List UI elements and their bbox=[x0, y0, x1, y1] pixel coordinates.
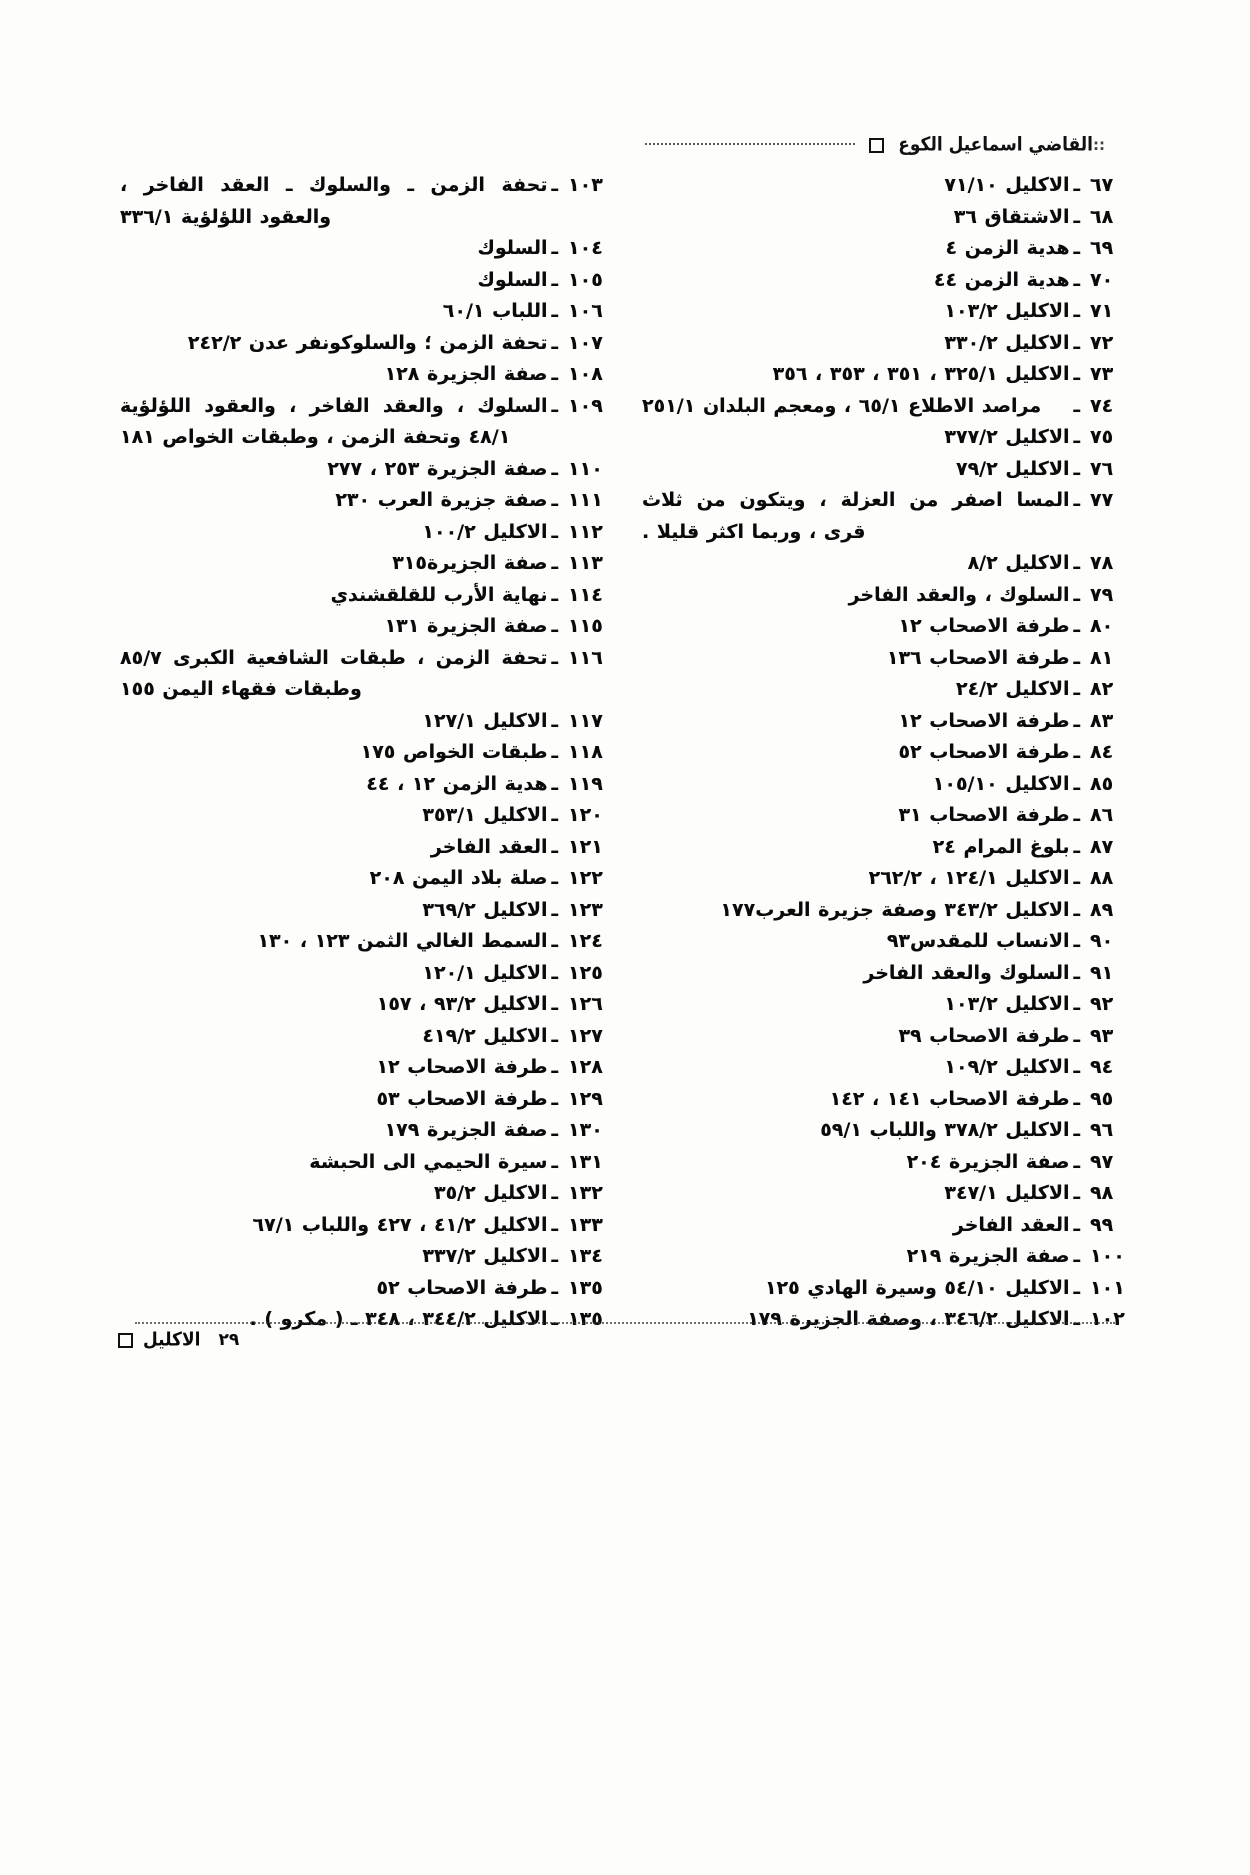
index-entry bbox=[642, 1273, 1130, 1305]
entry-number: ٨٩ bbox=[1090, 898, 1114, 921]
entry-number: ٧٩ bbox=[1090, 583, 1114, 606]
entry-dash: ـ bbox=[1073, 268, 1080, 291]
entry-dash: ـ bbox=[551, 331, 558, 354]
entry-dash: ـ bbox=[1073, 552, 1080, 574]
entry-number: ١٠٦ bbox=[568, 300, 603, 322]
entry-number: ١٢٢ bbox=[568, 867, 603, 889]
entry-dash: ـ bbox=[551, 394, 558, 417]
entry-dash: ـ bbox=[1073, 1056, 1080, 1078]
entry-reference-text: مراصد الاطلاع ٦٥/١ ، ومعجم البلدان ٢٥١/١ bbox=[642, 394, 1042, 417]
entry-number: ١٢٩ bbox=[568, 1087, 603, 1110]
index-entry bbox=[120, 1084, 608, 1116]
entry-dash: ـ bbox=[1073, 835, 1080, 858]
entry-reference-text: السلوك والعقد الفاخر bbox=[863, 961, 1070, 984]
entry-number: ١٠٥ bbox=[568, 268, 603, 291]
entry-dash: ـ bbox=[551, 1150, 558, 1173]
index-entry bbox=[642, 926, 1130, 958]
entry-number: ٧١ bbox=[1090, 300, 1114, 322]
entry-number: ٩١ bbox=[1090, 961, 1114, 984]
running-header bbox=[0, 128, 1250, 162]
page-number: ٢٩ bbox=[218, 1330, 240, 1350]
index-entry bbox=[642, 674, 1130, 706]
entry-number: ١٢٥ bbox=[568, 961, 603, 984]
entry-reference-text: الاكليل ٤١/٢ ، ٤٢٧ واللباب ٦٧/١ bbox=[252, 1213, 548, 1236]
entry-dash: ـ bbox=[551, 930, 558, 952]
index-entry bbox=[642, 800, 1130, 832]
index-entry bbox=[120, 1241, 608, 1273]
entry-number: ١١٧ bbox=[568, 709, 603, 732]
entry-reference-text: الاكليل ٣٥٣/١ bbox=[422, 804, 548, 826]
entry-number: ١٣٤ bbox=[568, 1245, 603, 1267]
entry-reference-text: طرفة الاصحاب ٥٣ bbox=[376, 1087, 548, 1110]
index-entry bbox=[120, 769, 608, 801]
index-entry bbox=[120, 706, 608, 738]
index-entry bbox=[120, 1021, 608, 1053]
entry-dash: ـ bbox=[1073, 741, 1080, 763]
entry-number: ١٢٨ bbox=[568, 1056, 603, 1078]
entry-dash: ـ bbox=[1073, 1150, 1080, 1173]
index-entry bbox=[642, 706, 1130, 738]
index-entry bbox=[120, 548, 608, 580]
entry-number: ٨٤ bbox=[1090, 741, 1114, 763]
square-bullet-icon bbox=[869, 138, 884, 153]
entry-number: ٨٥ bbox=[1090, 772, 1114, 795]
entry-dash: ـ bbox=[551, 268, 558, 291]
entry-number: ١١٦ bbox=[568, 646, 603, 669]
entry-reference-text: طرفة الاصحاب ١٣٦ bbox=[886, 646, 1070, 669]
entry-dash: ـ bbox=[1073, 205, 1080, 228]
entry-reference-text: صفة الجزيرة ٢٥٣ ، ٢٧٧ bbox=[327, 457, 548, 480]
entry-reference-text: صفة الجزيرة ٢٠٤ bbox=[906, 1150, 1070, 1173]
entry-reference-text: تحفة الزمن ـ والسلوك ـ العقد الفاخر ، والعقود اللؤلؤية ٣٣٦/١ bbox=[120, 174, 548, 228]
entry-reference-text: السمط الغالي الثمن ١٢٣ ، ١٣٠ bbox=[257, 930, 548, 952]
entry-number: ٧٥ bbox=[1090, 426, 1114, 448]
square-bullet-icon bbox=[118, 1333, 133, 1348]
index-entry bbox=[642, 737, 1130, 769]
entry-number: ٩٠ bbox=[1090, 930, 1114, 952]
index-entry bbox=[120, 737, 608, 769]
index-entry bbox=[120, 454, 608, 486]
entry-number: ٨٠ bbox=[1090, 615, 1114, 637]
entry-dash: ـ bbox=[1073, 426, 1080, 448]
index-entry bbox=[120, 832, 608, 864]
entry-reference-text: طرفة الاصحاب ٣٩ bbox=[898, 1024, 1070, 1047]
entry-number: ٩٥ bbox=[1090, 1087, 1114, 1110]
index-entry bbox=[642, 895, 1130, 927]
entry-number: ١٣٣ bbox=[568, 1213, 603, 1236]
header-dotted-rule bbox=[645, 142, 855, 145]
entry-reference-text: الاكليل ١٠٠/٢ bbox=[422, 520, 548, 543]
entry-dash: ـ bbox=[551, 520, 558, 543]
index-entry bbox=[642, 233, 1130, 265]
entry-reference-text: الاكليل ٣٤٣/٢ وصفة جزيرة العرب١٧٧ bbox=[720, 898, 1070, 921]
entry-number: ١٠٧ bbox=[568, 331, 603, 354]
entry-number: ٧٨ bbox=[1090, 552, 1114, 574]
entry-dash: ـ bbox=[1073, 1119, 1080, 1141]
entry-dash: ـ bbox=[1073, 646, 1080, 669]
entry-reference-text: صلة بلاد اليمن ٢٠٨ bbox=[369, 867, 548, 889]
entry-dash: ـ bbox=[551, 237, 558, 259]
entry-reference-text: الاكليل ٣٤٤/٢ ، ٣٤٨ ـ ( مكرو ) . bbox=[249, 1308, 548, 1330]
entry-reference-text: السلوك bbox=[477, 268, 548, 291]
index-entry bbox=[642, 1210, 1130, 1242]
index-entry bbox=[642, 170, 1130, 202]
entry-number: ١١٩ bbox=[568, 772, 603, 795]
entry-reference-text: الاكليل ١٢٧/١ bbox=[422, 709, 548, 732]
footer bbox=[118, 1330, 239, 1350]
entry-number: ١١٨ bbox=[568, 741, 603, 763]
entry-number: ١١٢ bbox=[568, 520, 603, 543]
left-column bbox=[120, 170, 608, 1455]
entry-dash: ـ bbox=[551, 174, 558, 196]
index-entry bbox=[642, 202, 1130, 234]
header-author-name: القاضي اسماعيل الكوع bbox=[898, 133, 1093, 157]
entry-dash: ـ bbox=[551, 646, 558, 669]
index-entry bbox=[642, 611, 1130, 643]
index-entry bbox=[120, 958, 608, 990]
entry-dash: ـ bbox=[551, 489, 558, 511]
index-entry bbox=[120, 643, 608, 706]
entry-reference-text: هدية الزمن ٤٤ bbox=[933, 268, 1070, 291]
entry-dash: ـ bbox=[1073, 867, 1080, 889]
entry-reference-text: الاكليل ١٠٥/١٠ bbox=[932, 772, 1070, 795]
index-entry bbox=[120, 328, 608, 360]
index-entry bbox=[642, 1115, 1130, 1147]
entry-reference-text: الاكليل ٣٤٧/١ bbox=[944, 1182, 1070, 1204]
entry-dash: ـ bbox=[551, 804, 558, 826]
entry-reference-text: صفة جزيرة العرب ٢٣٠ bbox=[335, 489, 548, 511]
entry-number: ١٠١ bbox=[1090, 1276, 1125, 1299]
index-entry bbox=[120, 485, 608, 517]
index-entry bbox=[642, 1178, 1130, 1210]
entry-number: ١٣٢ bbox=[568, 1182, 603, 1204]
index-entry bbox=[642, 359, 1130, 391]
entry-dash: ـ bbox=[1073, 300, 1080, 322]
entry-dash: ـ bbox=[1073, 804, 1080, 826]
index-entry bbox=[642, 863, 1130, 895]
entry-number: ٨١ bbox=[1090, 646, 1114, 669]
entry-reference-text: العقد الفاخر bbox=[430, 835, 548, 858]
entry-reference-text: نهاية الأرب للقلقشندي bbox=[330, 583, 548, 606]
index-entry bbox=[120, 265, 608, 297]
entry-number: ١١٣ bbox=[568, 552, 603, 574]
entry-number: ٨٢ bbox=[1090, 678, 1114, 700]
entry-dash: ـ bbox=[551, 1056, 558, 1078]
entry-number: ٩٦ bbox=[1090, 1119, 1114, 1141]
index-entry bbox=[120, 895, 608, 927]
entry-number: ١٣٥ bbox=[568, 1308, 603, 1330]
entry-reference-text: الاشتقاق ٣٦ bbox=[953, 205, 1070, 228]
entry-number: ١١٠ bbox=[568, 457, 603, 480]
index-entry bbox=[120, 863, 608, 895]
entry-number: ١٢٤ bbox=[568, 930, 603, 952]
entry-reference-text: الاكليل ٣٧٨/٢ واللباب ٥٩/١ bbox=[820, 1119, 1070, 1141]
entry-dash: ـ bbox=[1073, 709, 1080, 732]
entry-number: ١٣٥ bbox=[568, 1276, 603, 1299]
entry-number: ١٣١ bbox=[568, 1150, 603, 1173]
entry-dash: ـ bbox=[551, 867, 558, 889]
entry-reference-text: الاكليل ٣٤٦/٢ ، وصفة الجزيرة ١٧٩ bbox=[747, 1308, 1070, 1330]
entry-dash: ـ bbox=[1073, 174, 1080, 196]
entry-number: ١٢٧ bbox=[568, 1024, 603, 1047]
entry-reference-text: طرفة الاصحاب ١٢ bbox=[376, 1056, 548, 1078]
entry-reference-text: اللباب ٦٠/١ bbox=[442, 300, 548, 322]
entry-dash: ـ bbox=[551, 835, 558, 858]
index-entry bbox=[120, 1178, 608, 1210]
index-entry bbox=[120, 1147, 608, 1179]
entry-number: ٩٨ bbox=[1090, 1182, 1114, 1204]
index-entry bbox=[120, 517, 608, 549]
entry-dash: ـ bbox=[1073, 237, 1080, 259]
entry-reference-text: الاكليل ٢٤/٢ bbox=[955, 678, 1070, 700]
entry-dash: ـ bbox=[551, 741, 558, 763]
entry-reference-text: السلوك ، والعقد الفاخر bbox=[848, 583, 1070, 606]
header-trailing-mark: :: bbox=[1093, 136, 1105, 154]
entry-reference-text: الاكليل ٤١٩/٢ bbox=[422, 1024, 548, 1047]
entry-dash: ـ bbox=[551, 1182, 558, 1204]
entry-reference-text: تحفة الزمن ؛ والسلوكونفر عدن ٢٤٢/٢ bbox=[187, 331, 548, 354]
entry-reference-text: الاكليل ٧٩/٢ bbox=[955, 457, 1070, 480]
entry-reference-text: سيرة الحيمي الى الحبشة bbox=[309, 1150, 548, 1173]
entry-number: ٩٣ bbox=[1090, 1024, 1114, 1047]
entry-number: ٦٧ bbox=[1090, 174, 1114, 196]
index-entry bbox=[642, 328, 1130, 360]
index-entry bbox=[642, 958, 1130, 990]
entry-dash: ـ bbox=[1073, 961, 1080, 984]
entry-number: ١١١ bbox=[568, 489, 603, 511]
footer-book-title: الاكليل bbox=[143, 1329, 201, 1351]
entry-reference-text: صفة الجزيرة ١٢٨ bbox=[384, 363, 548, 385]
entry-number: ٨٨ bbox=[1090, 867, 1114, 889]
entry-reference-text: هدية الزمن ٤ bbox=[945, 237, 1070, 259]
index-entry bbox=[120, 926, 608, 958]
entry-dash: ـ bbox=[1073, 394, 1080, 417]
entry-dash: ـ bbox=[551, 300, 558, 322]
entry-number: ١٠٨ bbox=[568, 363, 603, 385]
index-entry bbox=[120, 170, 608, 233]
entry-reference-text: الاكليل ٥٤/١٠ وسيرة الهادي ١٢٥ bbox=[764, 1276, 1070, 1299]
entry-reference-text: الاكليل ١٢٤/١ ، ٢٦٢/٢ bbox=[868, 867, 1070, 889]
entry-number: ١٠٣ bbox=[568, 174, 603, 196]
entry-reference-text: المسا اصفر من العزلة ، ويتكون من ثلاث قرى ، وربما اكثر قليلا . bbox=[642, 489, 1070, 543]
entry-dash: ـ bbox=[551, 583, 558, 606]
entry-reference-text: الاكليل ٣٥/٢ bbox=[433, 1182, 548, 1204]
entry-number: ٦٨ bbox=[1090, 205, 1114, 228]
entry-reference-text: بلوغ المرام ٢٤ bbox=[932, 835, 1070, 858]
entry-dash: ـ bbox=[1073, 457, 1080, 480]
entry-dash: ـ bbox=[551, 1119, 558, 1141]
entry-reference-text: الاكليل ٩٣/٢ ، ١٥٧ bbox=[376, 993, 548, 1015]
entry-dash: ـ bbox=[551, 1276, 558, 1299]
entry-reference-text: صفة الجزيرة٣١٥ bbox=[392, 552, 548, 574]
index-entry bbox=[642, 296, 1130, 328]
entry-reference-text: طرفة الاصحاب ٣١ bbox=[898, 804, 1070, 826]
entry-reference-text: طرفة الاصحاب ٥٢ bbox=[376, 1276, 548, 1299]
index-entry bbox=[642, 1052, 1130, 1084]
entry-number: ٨٧ bbox=[1090, 835, 1114, 858]
right-column bbox=[642, 170, 1130, 1455]
entry-number: ٨٦ bbox=[1090, 804, 1114, 826]
entry-number: ١٢١ bbox=[568, 835, 603, 858]
entry-reference-text: الاكليل ١٠٣/٢ bbox=[944, 993, 1070, 1015]
index-entry bbox=[642, 989, 1130, 1021]
entry-reference-text: طرفة الاصحاب ١٤١ ، ١٤٢ bbox=[829, 1087, 1070, 1110]
entry-number: ٧٣ bbox=[1090, 363, 1114, 385]
entry-dash: ـ bbox=[551, 552, 558, 574]
entry-reference-text: الانساب للمقدس٩٣ bbox=[886, 930, 1070, 952]
entry-number: ٦٩ bbox=[1090, 237, 1114, 259]
entry-dash: ـ bbox=[1073, 1276, 1080, 1299]
entry-number: ١٢٦ bbox=[568, 993, 603, 1015]
index-entry bbox=[120, 233, 608, 265]
entry-number: ٩٤ bbox=[1090, 1056, 1114, 1078]
entry-dash: ـ bbox=[551, 961, 558, 984]
entry-dash: ـ bbox=[1073, 1024, 1080, 1047]
index-entry bbox=[120, 580, 608, 612]
entry-reference-text: طرفة الاصحاب ١٢ bbox=[898, 709, 1070, 732]
index-entry bbox=[642, 548, 1130, 580]
entry-number: ٩٧ bbox=[1090, 1150, 1114, 1173]
index-entry bbox=[642, 643, 1130, 675]
entry-dash: ـ bbox=[1073, 583, 1080, 606]
entry-number: ٨٣ bbox=[1090, 709, 1114, 732]
entry-reference-text: طرفة الاصحاب ٥٢ bbox=[898, 741, 1070, 763]
index-entry bbox=[642, 769, 1130, 801]
entry-reference-text: تحفة الزمن ، طبقات الشافعية الكبرى ٨٥/٧ وطبقات فقهاء اليمن ١٥٥ bbox=[120, 646, 548, 700]
entry-reference-text: الاكليل ٣٢٥/١ ، ٣٥١ ، ٣٥٣ ، ٣٥٦ bbox=[772, 363, 1070, 385]
index-entry bbox=[120, 800, 608, 832]
entry-number: ١١٤ bbox=[568, 583, 603, 606]
index-entry bbox=[642, 265, 1130, 297]
index-columns bbox=[120, 170, 1130, 1455]
entry-dash: ـ bbox=[551, 898, 558, 921]
entry-dash: ـ bbox=[551, 709, 558, 732]
index-entry bbox=[120, 1273, 608, 1305]
entry-dash: ـ bbox=[1073, 678, 1080, 700]
entry-dash: ـ bbox=[1073, 1213, 1080, 1236]
entry-dash: ـ bbox=[551, 1087, 558, 1110]
entry-reference-text: الاكليل ١٠٣/٢ bbox=[944, 300, 1070, 322]
entry-number: ٩٩ bbox=[1090, 1213, 1114, 1236]
entry-dash: ـ bbox=[1073, 1087, 1080, 1110]
index-entry bbox=[642, 391, 1130, 423]
entry-dash: ـ bbox=[1073, 772, 1080, 795]
entry-number: ١١٥ bbox=[568, 615, 603, 637]
index-entry bbox=[120, 1210, 608, 1242]
index-entry bbox=[642, 1021, 1130, 1053]
entry-dash: ـ bbox=[551, 1024, 558, 1047]
entry-number: ٧٢ bbox=[1090, 331, 1114, 354]
entry-dash: ـ bbox=[551, 1308, 558, 1330]
index-entry bbox=[120, 391, 608, 454]
index-entry bbox=[120, 1052, 608, 1084]
entry-reference-text: صفة الجزيرة ١٧٩ bbox=[384, 1119, 548, 1141]
entry-dash: ـ bbox=[1073, 1308, 1080, 1330]
entry-reference-text: الاكليل ٨/٢ bbox=[967, 552, 1070, 574]
entry-dash: ـ bbox=[551, 1213, 558, 1236]
entry-reference-text: الاكليل ١٠٩/٢ bbox=[944, 1056, 1070, 1078]
entry-dash: ـ bbox=[1073, 331, 1080, 354]
entry-reference-text: الاكليل ٣٧٧/٢ bbox=[944, 426, 1070, 448]
entry-number: ٧٠ bbox=[1090, 268, 1114, 291]
entry-reference-text: السلوك ، والعقد الفاخر ، والعقود اللؤلؤية ٤٨/١ وتحفة الزمن ، وطبقات الخواص ١٨١ bbox=[120, 394, 548, 448]
entry-reference-text: صفة الجزيرة ١٣١ bbox=[384, 615, 548, 637]
entry-number: ٧٦ bbox=[1090, 457, 1114, 480]
entry-dash: ـ bbox=[551, 993, 558, 1015]
entry-number: ١٠٤ bbox=[568, 237, 603, 259]
entry-reference-text: الاكليل ٣٣٧/٢ bbox=[422, 1245, 548, 1267]
entry-reference-text: هدية الزمن ١٢ ، ٤٤ bbox=[366, 772, 548, 795]
entry-number: ٩٢ bbox=[1090, 993, 1114, 1015]
entry-number: ١٠٠ bbox=[1090, 1245, 1125, 1267]
footer-dotted-rule bbox=[135, 1320, 1115, 1324]
index-entry bbox=[642, 422, 1130, 454]
entry-dash: ـ bbox=[1073, 615, 1080, 637]
index-entry bbox=[642, 1241, 1130, 1273]
index-entry bbox=[120, 359, 608, 391]
index-entry bbox=[642, 1147, 1130, 1179]
entry-number: ٧٧ bbox=[1090, 489, 1114, 511]
entry-reference-text: طبقات الخواص ١٧٥ bbox=[360, 741, 548, 763]
index-entry bbox=[642, 454, 1130, 486]
entry-dash: ـ bbox=[1073, 489, 1080, 511]
index-entry bbox=[120, 296, 608, 328]
entry-reference-text: الاكليل ١٢٠/١ bbox=[422, 961, 548, 984]
index-entry bbox=[642, 580, 1130, 612]
entry-dash: ـ bbox=[1073, 363, 1080, 385]
entry-reference-text: السلوك bbox=[477, 237, 548, 259]
entry-reference-text: صفة الجزيرة ٢١٩ bbox=[906, 1245, 1070, 1267]
entry-reference-text: الاكليل ٣٣٠/٢ bbox=[944, 331, 1070, 354]
entry-number: ١٣٠ bbox=[568, 1119, 603, 1141]
entry-dash: ـ bbox=[551, 1245, 558, 1267]
entry-dash: ـ bbox=[551, 363, 558, 385]
entry-number: ١٠٢ bbox=[1090, 1308, 1125, 1330]
entry-reference-text: الاكليل ٧١/١٠ bbox=[944, 174, 1070, 196]
index-entry bbox=[120, 611, 608, 643]
entry-reference-text: الاكليل ٣٦٩/٢ bbox=[422, 898, 548, 921]
entry-reference-text: العقد الفاخر bbox=[952, 1213, 1070, 1236]
entry-dash: ـ bbox=[551, 615, 558, 637]
entry-dash: ـ bbox=[1073, 898, 1080, 921]
entry-dash: ـ bbox=[1073, 1182, 1080, 1204]
entry-reference-text: طرفة الاصحاب ١٢ bbox=[898, 615, 1070, 637]
index-entry bbox=[120, 1115, 608, 1147]
entry-dash: ـ bbox=[1073, 1245, 1080, 1267]
entry-number: ٧٤ bbox=[1090, 394, 1114, 417]
entry-dash: ـ bbox=[1073, 930, 1080, 952]
entry-dash: ـ bbox=[551, 772, 558, 795]
entry-number: ١٠٩ bbox=[568, 394, 603, 417]
index-entry bbox=[120, 989, 608, 1021]
entry-number: ١٢٣ bbox=[568, 898, 603, 921]
entry-dash: ـ bbox=[1073, 993, 1080, 1015]
index-entry bbox=[642, 1084, 1130, 1116]
entry-number: ١٢٠ bbox=[568, 804, 603, 826]
entry-dash: ـ bbox=[551, 457, 558, 480]
index-entry bbox=[642, 832, 1130, 864]
index-entry bbox=[642, 485, 1130, 548]
